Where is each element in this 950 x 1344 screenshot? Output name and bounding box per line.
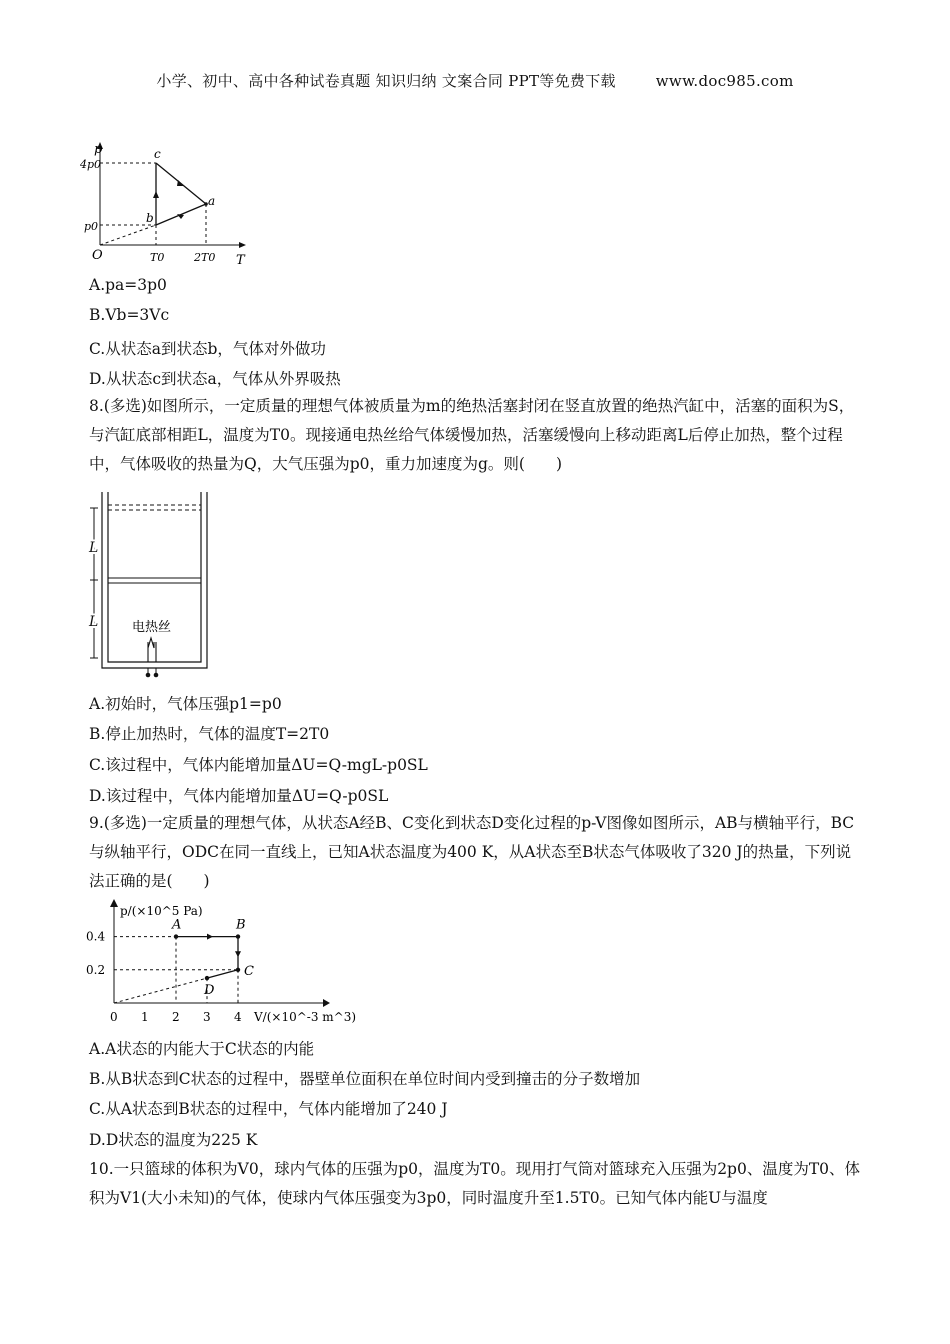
tick-2t0: 2T0 <box>194 251 216 264</box>
heater-label: 电热丝 <box>132 620 172 635</box>
pv-x-tick-0: 0 <box>110 1010 118 1024</box>
cylinder-outer <box>102 492 207 668</box>
p-axis-label: p <box>94 142 103 157</box>
header-text: 小学、初中、高中各种试卷真题 知识归纳 文案合同 PPT等免费下载 <box>156 72 616 90</box>
pv-arrow-ab <box>207 934 213 940</box>
pv-x-tick-4: 4 <box>234 1010 242 1024</box>
cylinder-inner <box>108 492 201 662</box>
pv-x-tick-2: 2 <box>172 1010 180 1024</box>
q8-stem: 8.(多选)如图所示，一定质量的理想气体被质量为m的绝热活塞封闭在竖直放置的绝热汽缸中，活塞的面积为S，与汽缸底部相距L，温度为T0。现接通电热丝给气体缓慢加热，活塞缓慢向上移动距离L后停止加热，整个过程中，气体吸收的热量为Q，大气压强为p0，重力加速度为g。则( ) <box>89 397 855 473</box>
pv-arrow-bc <box>235 951 241 957</box>
q7-option-b[interactable]: B.Vb=3Vc <box>89 306 170 324</box>
tick-4p0: 4p0 <box>80 158 102 171</box>
t-axis-label: T <box>236 253 245 268</box>
pv-label-d: D <box>204 983 215 999</box>
pv-point-a <box>174 934 178 938</box>
tick-t0: T0 <box>150 251 165 264</box>
line-ab <box>156 204 206 225</box>
page-header <box>0 70 950 91</box>
pt-diagram <box>80 140 260 270</box>
label-c: c <box>154 147 161 161</box>
pv-y-label: p/(×10^5 Pa) <box>120 904 203 918</box>
pv-line-cd <box>207 970 238 978</box>
v-axis-arrow <box>323 999 330 1007</box>
origin-label: O <box>92 248 103 263</box>
pv-x-label: V/(×10^-3 m^3) <box>254 1010 357 1024</box>
q9-option-b[interactable]: B.从B状态到C状态的过程中，器壁单位面积在单位时间内受到撞击的分子数增加 <box>89 1070 641 1088</box>
label-a: a <box>208 194 216 208</box>
q8-option-a[interactable]: A.初始时，气体压强p1=p0 <box>89 695 282 713</box>
arrow-ab <box>177 214 184 219</box>
pv-x-tick-3: 3 <box>203 1010 211 1024</box>
pv-chart <box>80 895 357 1030</box>
q8-option-c[interactable]: C.该过程中，气体内能增加量ΔU=Q-mgL-p0SL <box>89 756 428 774</box>
q8-option-b[interactable]: B.停止加热时，气体的温度T=2T0 <box>89 725 330 743</box>
label-l-upper: L <box>89 540 99 556</box>
q9-option-c[interactable]: C.从A状态到B状态的过程中，气体内能增加了240 J <box>89 1100 448 1118</box>
arrow-ca <box>177 180 184 186</box>
q8-option-d[interactable]: D.该过程中，气体内能增加量ΔU=Q-p0SL <box>89 787 389 805</box>
q7-option-a[interactable]: A.pa=3p0 <box>89 276 167 294</box>
pv-label-c: C <box>244 963 254 979</box>
pv-point-c <box>236 968 240 972</box>
q7-option-c[interactable]: C.从状态a到状态b，气体对外做功 <box>89 340 326 358</box>
pv-label-a: A <box>172 917 182 933</box>
terminal-left <box>146 673 151 678</box>
pv-y-tick-0.4: 0.4 <box>86 929 106 944</box>
q9-option-a[interactable]: A.A状态的内能大于C状态的内能 <box>89 1040 315 1058</box>
terminal-right <box>154 673 159 678</box>
pv-label-b: B <box>236 917 246 933</box>
q9-stem: 9.(多选)一定质量的理想气体，从状态A经B、C变化到状态D变化过程的p-V图像如图所示，AB与横轴平行，BC与纵轴平行，ODC在同一直线上，已知A状态温度为400 K，从A状态至B状态气体吸收了320 J的热量，下列说法正确的是( ) <box>89 814 855 890</box>
label-b: b <box>146 211 154 225</box>
header-site[interactable]: www.doc985.com <box>655 72 794 90</box>
label-l-lower: L <box>89 614 99 630</box>
pv-x-tick-1: 1 <box>141 1010 149 1024</box>
pv-point-d <box>205 976 209 980</box>
tick-p0: p0 <box>84 220 99 233</box>
p-axis-arrow <box>110 899 118 907</box>
q9-option-d[interactable]: D.D状态的温度为225 K <box>89 1131 258 1149</box>
pv-point-b <box>236 934 240 938</box>
origin-dashed-line <box>100 225 156 245</box>
arrow-bc <box>153 191 159 198</box>
heater-coil-icon <box>148 638 156 662</box>
q10-stem: 10.一只篮球的体积为V0，球内气体的压强为p0，温度为T0。现用打气筒对篮球充入压强为2p0、温度为T0、体积为V1(大小未知)的气体，使球内气体压强变为3p0，同时温度升至1.5T0。已知气体内能U与温度 <box>89 1160 861 1207</box>
pv-line-od <box>114 978 207 1003</box>
q7-option-d[interactable]: D.从状态c到状态a，气体从外界吸热 <box>89 370 341 388</box>
pv-y-tick-0.2: 0.2 <box>86 962 106 977</box>
cylinder-diagram <box>80 488 220 683</box>
